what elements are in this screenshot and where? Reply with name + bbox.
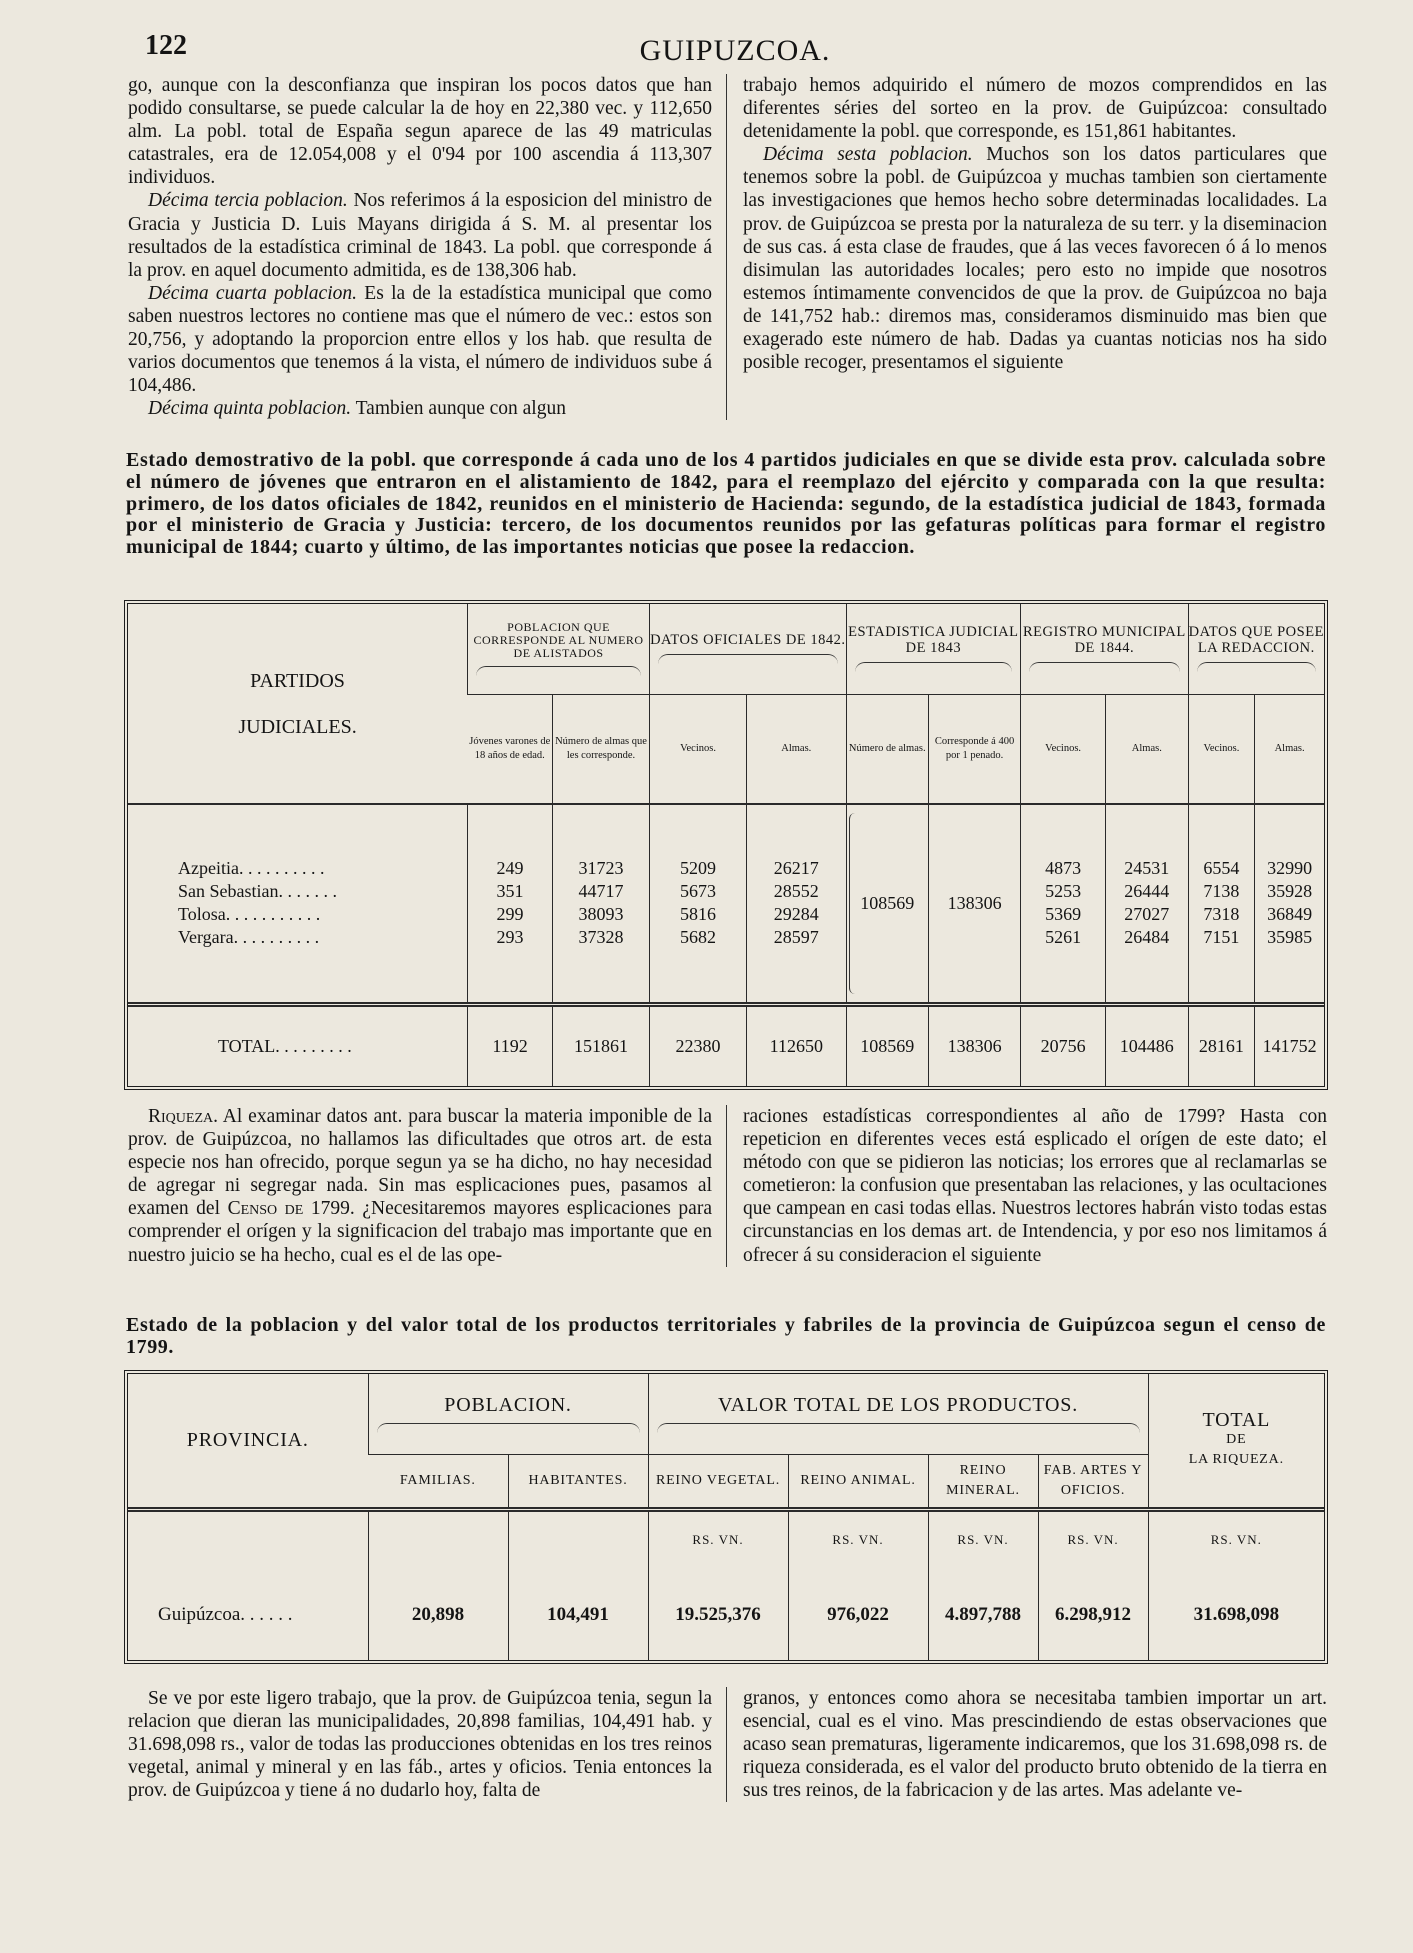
paragraph-text: Es la de la estadística municipal que como saben nuestros lectores no contiene mas que el número de vec.: estos son 20,756, y adoptando la proporcion entre ellos y los hab. que resulta de varios documentos que tenemos á la vista, el número de individuos sube á 104,486.: [128, 282, 713, 397]
total-value: 138306: [928, 1004, 1020, 1086]
partidos-label: PARTIDOS: [250, 669, 345, 692]
bottom-right-column: [727, 1687, 1327, 1802]
cell-value: 35985: [1267, 927, 1313, 948]
section-lead: Riqueza.: [148, 1106, 218, 1127]
alistados-label: POBLACION QUE CORRESPONDE AL NUMERO DE ALISTADOS: [473, 619, 644, 660]
total-value: 141752: [1255, 1004, 1324, 1086]
total-value: 31.698,098: [1148, 1569, 1324, 1660]
mineral-header: REINO MINERAL.: [928, 1454, 1038, 1509]
total-value: 20756: [1021, 1004, 1106, 1086]
total-riqueza-header: [1148, 1374, 1324, 1509]
judiciales-label: JUDICIALES.: [238, 715, 357, 738]
brace-icon: [658, 654, 837, 665]
animal-value: 976,022: [788, 1569, 928, 1660]
almas-redaccion-values: [1255, 804, 1324, 1004]
municipal-label: REGISTRO MUNICIPAL DE 1844.: [1022, 624, 1186, 657]
paragraph-text: Al examinar datos ant. para buscar la materia imponible de la prov. de Guipúzcoa, no hallamos las dificultades que otros art. de esta especie nos han ofrecido, porque segun ya se ha dicho, no hay necesidad de agregar ni segregar nada. Sin mas esplicaciones pues, pasamos al examen del: [128, 1106, 712, 1220]
oficiales-header: [650, 604, 846, 694]
poblacion-header: [368, 1374, 648, 1454]
valor-total-label: VALOR TOTAL DE LOS PRODUCTOS.: [718, 1393, 1079, 1416]
running-title: GUIPUZCOA.: [639, 34, 831, 67]
cell-value: 351: [496, 881, 524, 902]
brace-icon: [476, 666, 641, 677]
empty-cell: [508, 1509, 648, 1569]
vecinos-subheader: Vecinos.: [1021, 694, 1106, 804]
table2-title: Estado de la poblacion y del valor total de los productos territoriales y fabriles de la provincia de Guipúzcoa segun el censo de 1799.: [126, 1314, 1326, 1358]
cell-value: 6554: [1203, 858, 1240, 879]
total-value: 112650: [747, 1004, 846, 1086]
unit-label: RS. VN.: [928, 1509, 1038, 1569]
empty-cell: [368, 1509, 508, 1569]
cell-value: 5816: [680, 904, 717, 925]
almas-subheader: Almas.: [1255, 694, 1324, 804]
intro-columns: [128, 74, 1328, 420]
brace-icon: [1029, 662, 1179, 673]
paragraph-text: Nos referimos á la esposicion del ministro de Gracia y Justicia D. Luis Mayans dirigida á S. M. al presentar los resultados de la estadística criminal de 1843. La pobl. que corresponde á la prov. en aquel documento admitida, es de 138,306 hab.: [128, 190, 712, 281]
section-lead: Décima sesta poblacion.: [763, 144, 973, 166]
de-label: DE: [1226, 1432, 1247, 1448]
brace-icon: [849, 813, 856, 994]
cell-value: 44717: [578, 881, 624, 902]
cell-value: 7151: [1203, 927, 1240, 948]
cell-value: 26217: [773, 858, 819, 879]
paragraph: [128, 189, 712, 281]
redaccion-header: [1188, 604, 1324, 694]
brace-icon: [377, 1423, 640, 1434]
brace-icon: [657, 1423, 1140, 1434]
cell-value: 5209: [680, 858, 717, 879]
paragraph: [743, 143, 1327, 374]
bottom-columns: [128, 1687, 1328, 1802]
partidos-table: [124, 600, 1328, 1090]
cell-value: 26484: [1124, 927, 1170, 948]
paragraph: trabajo hemos adquirido el número de mozos comprendidos en las diferentes séries del sorteo en la prov. de Guipúzcoa: consultado detenidamente la pobl. que corresponde, es 151,861 habitantes.: [743, 75, 1327, 143]
cell-value: 108569: [860, 892, 915, 913]
cell-value: 31723: [578, 858, 624, 879]
middle-columns: [128, 1105, 1328, 1267]
intro-left-column: [128, 74, 726, 420]
jovenes-subheader: Jóvenes varones de 18 años de edad.: [468, 694, 553, 804]
cell-value: 7318: [1203, 904, 1240, 925]
provincia-header: PROVINCIA.: [186, 1428, 309, 1451]
vecinos-1844-values: [1021, 804, 1106, 1004]
corresponde-penado-subheader: Corresponde á 400 por 1 penado.: [928, 694, 1020, 804]
cell-value: 5253: [1045, 881, 1082, 902]
familias-value: 20,898: [368, 1569, 508, 1660]
table-row: Azpeitia. . . . . . . . . .: [178, 858, 325, 879]
vecinos-subheader: Vecinos.: [650, 694, 747, 804]
paragraph-text: ¿Necesitaremos mayores esplicaciones para comprender el orígen y la significacion del trabajo mas importante que en nuestro juicio se ha hecho, cual es el de las ope-: [128, 1198, 712, 1266]
section-lead: Décima cuarta poblacion.: [148, 282, 357, 304]
cell-value: 37328: [578, 927, 624, 948]
valor-total-header: [648, 1374, 1148, 1454]
fab-value: 6.298,912: [1038, 1569, 1148, 1660]
table-row: Vergara. . . . . . . . . .: [178, 927, 320, 948]
paragraph-text: Tambien aunque con algun: [351, 398, 566, 420]
judicial-penado-value: 138306: [928, 804, 1020, 1004]
page-header: [145, 30, 1325, 70]
unit-label: RS. VN.: [1038, 1509, 1148, 1569]
paragraph: granos, y entonces como ahora se necesitaba tambien importar un art. esencial, cual es el vino. Mas prescindiendo de estas observaciones que acaso sean prematuras, ligeramente indicaremos, que los 31.698,098 rs. de riqueza considerada, es el valor del producto bruto obtenido de la tierra en sus tres reinos, de la fabricacion y de las artes. Mas adelante ve-: [743, 1688, 1327, 1802]
brace-icon: [1197, 662, 1316, 673]
cell-value: 5261: [1045, 927, 1082, 948]
cell-value: 4873: [1045, 858, 1082, 879]
table1-title: Estado demostrativo de la pobl. que corresponde á cada uno de los 4 partidos judiciales en que se divide esta prov. calculada sobre el número de jóvenes que entraron en el alistamiento de 1842, para el reemplazo del ejército y comparada con la que resulta: primero, de los datos oficiales de 1842, reunidos en el ministerio de Hacienda: segundo, de la estadística judicial de 1843, formada por el ministerio de Gracia y Justicia: tercero, de los documentos reunidos por las gefaturas políticas para formar el registro municipal de 1844; cuarto y último, de las importantes noticias que posee la redaccion.: [126, 449, 1326, 559]
middle-right-column: [727, 1105, 1327, 1267]
total-value: 104486: [1106, 1004, 1188, 1086]
cell-value: 26444: [1124, 881, 1170, 902]
vegetal-value: 19.525,376: [648, 1569, 788, 1660]
vegetal-header: REINO VEGETAL.: [648, 1454, 788, 1509]
familias-header: FAMILIAS.: [368, 1454, 508, 1509]
fab-header: FAB. ARTES Y OFICIOS.: [1038, 1454, 1148, 1509]
poblacion-label: POBLACION.: [444, 1393, 572, 1416]
paragraph-text: Muchos son los datos particulares que tenemos sobre la pobl. de Guipúzcoa y muchas tambien son ciertamente las investigaciones que hemos hecho sobre determinadas localidades. La prov. de Guipúzcoa se presta por la naturaleza de su terr. y la diseminacion de sus cas. á esta clase de fraudes, que á las veces favorecen ó á lo menos disimulan las autoridades locales; pero esto no impide que nosotros estemos íntimamente convencidos de que la prov. de Guipúzcoa no baja de 141,752 hab.: diremos mas, consideramos disminuido mas bien que exagerado este número de hab. Dadas ya cuantas noticias nos ha sido posible recoger, presentamos el siguiente: [743, 144, 1327, 374]
cell-value: 299: [496, 904, 524, 925]
paragraph: [128, 1105, 712, 1267]
cell-value: 7138: [1203, 881, 1240, 902]
vecinos-subheader: Vecinos.: [1188, 694, 1255, 804]
numero-almas-subheader: Número de almas.: [846, 694, 928, 804]
partido-names-cell: [128, 804, 468, 1004]
unit-label: RS. VN.: [1148, 1509, 1324, 1569]
oficiales-label: DATOS OFICIALES DE 1842.: [650, 632, 846, 649]
bottom-left-column: [128, 1687, 726, 1802]
middle-left-column: [128, 1105, 726, 1267]
partidos-header: [128, 604, 468, 804]
cell-value: 27027: [1124, 904, 1170, 925]
animal-header: REINO ANIMAL.: [788, 1454, 928, 1509]
vecinos-1842-values: [650, 804, 747, 1004]
total-value: 28161: [1188, 1004, 1255, 1086]
cell-value: 28597: [773, 927, 819, 948]
table-row: San Sebastian. . . . . . .: [178, 881, 337, 902]
cell-value: 38093: [578, 904, 624, 925]
total-row: [128, 1004, 1324, 1086]
cell-value: 5369: [1045, 904, 1082, 925]
empty-cell: [128, 1509, 368, 1569]
paragraph: Se ve por este ligero trabajo, que la prov. de Guipúzcoa tenia, segun la relacion que dieran las municipalidades, 20,898 familias, 104,491 hab. y 31.698,098 rs., valor de todas las producciones obtenidas en los tres reinos vegetal, animal y mineral y en las fáb., artes y oficios. Tenia entonces la prov. de Guipúzcoa y tiene á no dudarlo hoy, falta de: [128, 1688, 712, 1802]
judicial-almas-value: [846, 804, 928, 1004]
almas-subheader: Almas.: [1106, 694, 1188, 804]
table-row: Tolosa. . . . . . . . . . .: [178, 904, 321, 925]
cell-value: 5673: [680, 881, 717, 902]
section-lead: Décima tercia poblacion.: [148, 190, 348, 212]
municipal-header: [1021, 604, 1188, 694]
cell-value: 35928: [1267, 881, 1313, 902]
table-row: [128, 1569, 1324, 1660]
cell-value: 249: [496, 858, 524, 879]
total-label: TOTAL: [1202, 1409, 1271, 1432]
total-label: TOTAL. . . . . . . . .: [128, 1004, 468, 1086]
section-lead: Censo de 1799.: [227, 1198, 355, 1220]
total-value: 108569: [846, 1004, 928, 1086]
redaccion-label: DATOS QUE POSEE LA REDACCION.: [1188, 624, 1324, 657]
jovenes-values: [468, 804, 553, 1004]
cell-value: 28552: [773, 881, 819, 902]
almas-1844-values: [1106, 804, 1188, 1004]
almas-1842-values: [747, 804, 846, 1004]
almas-corresponde-subheader: Número de almas que les corresponde.: [552, 694, 649, 804]
censo-table: [124, 1370, 1328, 1664]
provincia-value: Guipúzcoa. . . . . .: [158, 1603, 293, 1625]
unit-label: RS. VN.: [648, 1509, 788, 1569]
page-number: 122: [145, 30, 187, 61]
cell-value: 24531: [1124, 858, 1170, 879]
total-value: 22380: [650, 1004, 747, 1086]
judicial-header: [846, 604, 1021, 694]
intro-right-column: [727, 74, 1327, 420]
alistados-header: [468, 604, 650, 694]
cell-value: 36849: [1267, 904, 1313, 925]
brace-icon: [855, 662, 1013, 673]
cell-value: 293: [496, 927, 524, 948]
total-value: 151861: [552, 1004, 649, 1086]
section-lead: Décima quinta poblacion.: [148, 398, 352, 420]
paragraph: raciones estadísticas correspondientes al año de 1799? Hasta con repeticion en diferentes veces está esplicado el orígen de este dato; el método con que se pidieron las noticias; los errores que al reclamarlas se cometieron: la confusion que presentaban las relaciones, y las ocultaciones que campean en casi todas ellas. Nuestros lectores habrán visto todas estas circunstancias en los demas art. de Intendencia, y por eso nos limitamos á ofrecer á su consideracion el siguiente: [743, 1106, 1327, 1266]
almas-subheader: Almas.: [747, 694, 846, 804]
paragraph: go, aunque con la desconfianza que inspiran los pocos datos que han podido consultarse, se puede calcular la de hoy en 22,380 vec. y 112,650 alm. La pobl. total de España segun aparece de las 49 matriculas catastrales, era de 12.054,008 y el 0'94 por 100 ascendia á 113,307 individuos.: [128, 75, 712, 189]
paragraph: [128, 397, 712, 420]
cell-value: 29284: [773, 904, 819, 925]
habitantes-value: 104,491: [508, 1569, 648, 1660]
total-value: 1192: [468, 1004, 553, 1086]
cell-value: 5682: [680, 927, 717, 948]
mineral-value: 4.897,788: [928, 1569, 1038, 1660]
habitantes-header: HABITANTES.: [508, 1454, 648, 1509]
judicial-label: ESTADISTICA JUDICIAL DE 1843: [848, 624, 1019, 657]
paragraph: [128, 282, 712, 397]
cell-value: 32990: [1267, 858, 1313, 879]
unit-label: RS. VN.: [788, 1509, 928, 1569]
riqueza-label: LA RIQUEZA.: [1188, 1452, 1284, 1468]
almas-al-values: [552, 804, 649, 1004]
vecinos-redaccion-values: [1188, 804, 1255, 1004]
